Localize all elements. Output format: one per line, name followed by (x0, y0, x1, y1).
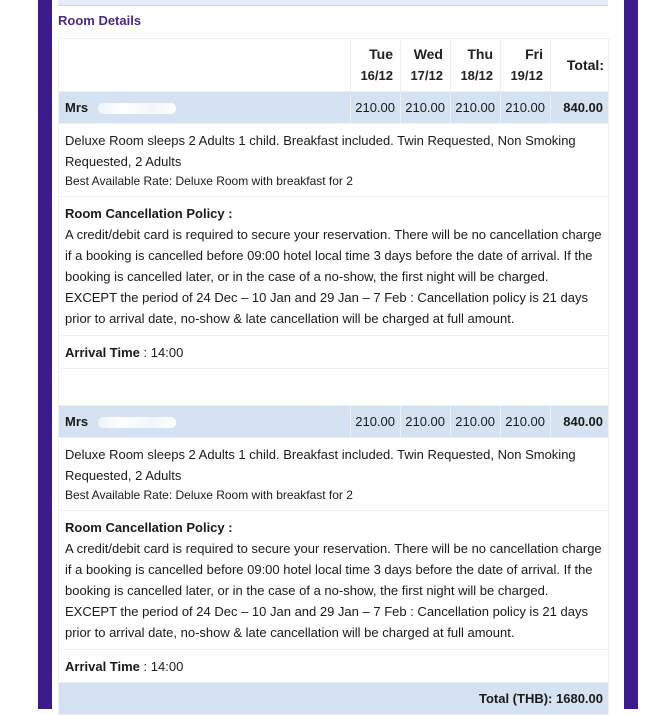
header-row (59, 39, 609, 92)
arrival-label: Arrival Time (65, 344, 140, 360)
policy-text: A credit/debit card is required to secure your reservation. There will be no cancellation charge if a booking is cancelled before 09:00 hotel local time 3 days before the date of arrival. If the booking is cancelled later, or in the case of a no-show, the first night will be charged. EXCEPT the period of 24 Dec – 10 Jan and 29 Jan – 7 Feb : Cancellation policy is 21 days prior to arrival date, no-show & late cancellation will be charged at full amount. (65, 541, 602, 640)
header-day (351, 39, 401, 92)
redacted-name (98, 103, 176, 114)
night-price: 210.00 (401, 406, 451, 438)
left-border-bar (38, 0, 52, 709)
arrival-value: : 14:00 (143, 658, 184, 674)
header-day (501, 39, 551, 92)
day-name: Tue (369, 46, 393, 62)
room-total: 840.00 (551, 92, 609, 124)
header-total: Total: (551, 39, 609, 92)
section-title: Room Details (58, 13, 142, 28)
grand-total-row (59, 683, 609, 715)
arrival-cell (59, 650, 609, 683)
night-price: 210.00 (451, 406, 501, 438)
room-description: Deluxe Room sleeps 2 Adults 1 child. Breakfast included. Twin Requested, Non Smoking Requested, 2 Adults (65, 447, 576, 483)
header-blank-cell (59, 39, 351, 92)
arrival-label: Arrival Time (65, 658, 140, 674)
grand-total-label: Total (THB): (478, 691, 553, 706)
day-name: Thu (467, 46, 493, 62)
header-day (401, 39, 451, 92)
guest-name-cell (59, 406, 351, 438)
room-description-cell (59, 124, 609, 197)
guest-row (59, 92, 609, 124)
room-total: 840.00 (551, 406, 609, 438)
right-border-bar (624, 0, 638, 709)
night-price: 210.00 (351, 92, 401, 124)
room-description: Deluxe Room sleeps 2 Adults 1 child. Breakfast included. Twin Requested, Non Smoking Requested, 2 Adults (65, 133, 576, 169)
night-price: 210.00 (401, 92, 451, 124)
guest-name: Mrs (65, 100, 89, 115)
room-description-cell (59, 438, 609, 511)
room-description-row (59, 438, 609, 511)
arrival-value: : 14:00 (143, 344, 184, 360)
guest-row (59, 406, 609, 438)
room-description-row (59, 124, 609, 197)
policy-title: Room Cancellation Policy : (65, 206, 233, 221)
policy-title: Room Cancellation Policy : (65, 520, 233, 535)
policy-cell (59, 197, 609, 336)
night-price: 210.00 (501, 406, 551, 438)
day-date: 17/12 (410, 68, 443, 83)
spacer-row (59, 369, 609, 406)
arrival-row (59, 336, 609, 369)
policy-row (59, 511, 609, 650)
night-price: 210.00 (451, 92, 501, 124)
room-details-table (58, 38, 609, 715)
day-date: 18/12 (460, 68, 493, 83)
day-date: 19/12 (510, 68, 543, 83)
grand-total-cell (59, 683, 609, 715)
day-name: Wed (413, 46, 443, 62)
day-name: Fri (525, 46, 543, 62)
previous-section-edge (58, 0, 608, 6)
night-price: 210.00 (501, 92, 551, 124)
policy-cell (59, 511, 609, 650)
spacer-cell (59, 369, 609, 406)
header-day (451, 39, 501, 92)
guest-name-cell (59, 92, 351, 124)
policy-row (59, 197, 609, 336)
rate-name: Best Available Rate: Deluxe Room with breakfast for 2 (65, 174, 353, 188)
redacted-name (98, 417, 176, 428)
guest-name: Mrs (65, 414, 89, 429)
arrival-row (59, 650, 609, 683)
grand-total-value: 1680.00 (556, 691, 603, 706)
night-price: 210.00 (351, 406, 401, 438)
rate-name: Best Available Rate: Deluxe Room with breakfast for 2 (65, 488, 353, 502)
day-date: 16/12 (360, 68, 393, 83)
policy-text: A credit/debit card is required to secure your reservation. There will be no cancellation charge if a booking is cancelled before 09:00 hotel local time 3 days before the date of arrival. If the booking is cancelled later, or in the case of a no-show, the first night will be charged. EXCEPT the period of 24 Dec – 10 Jan and 29 Jan – 7 Feb : Cancellation policy is 21 days prior to arrival date, no-show & late cancellation will be charged at full amount. (65, 227, 602, 326)
arrival-cell (59, 336, 609, 369)
